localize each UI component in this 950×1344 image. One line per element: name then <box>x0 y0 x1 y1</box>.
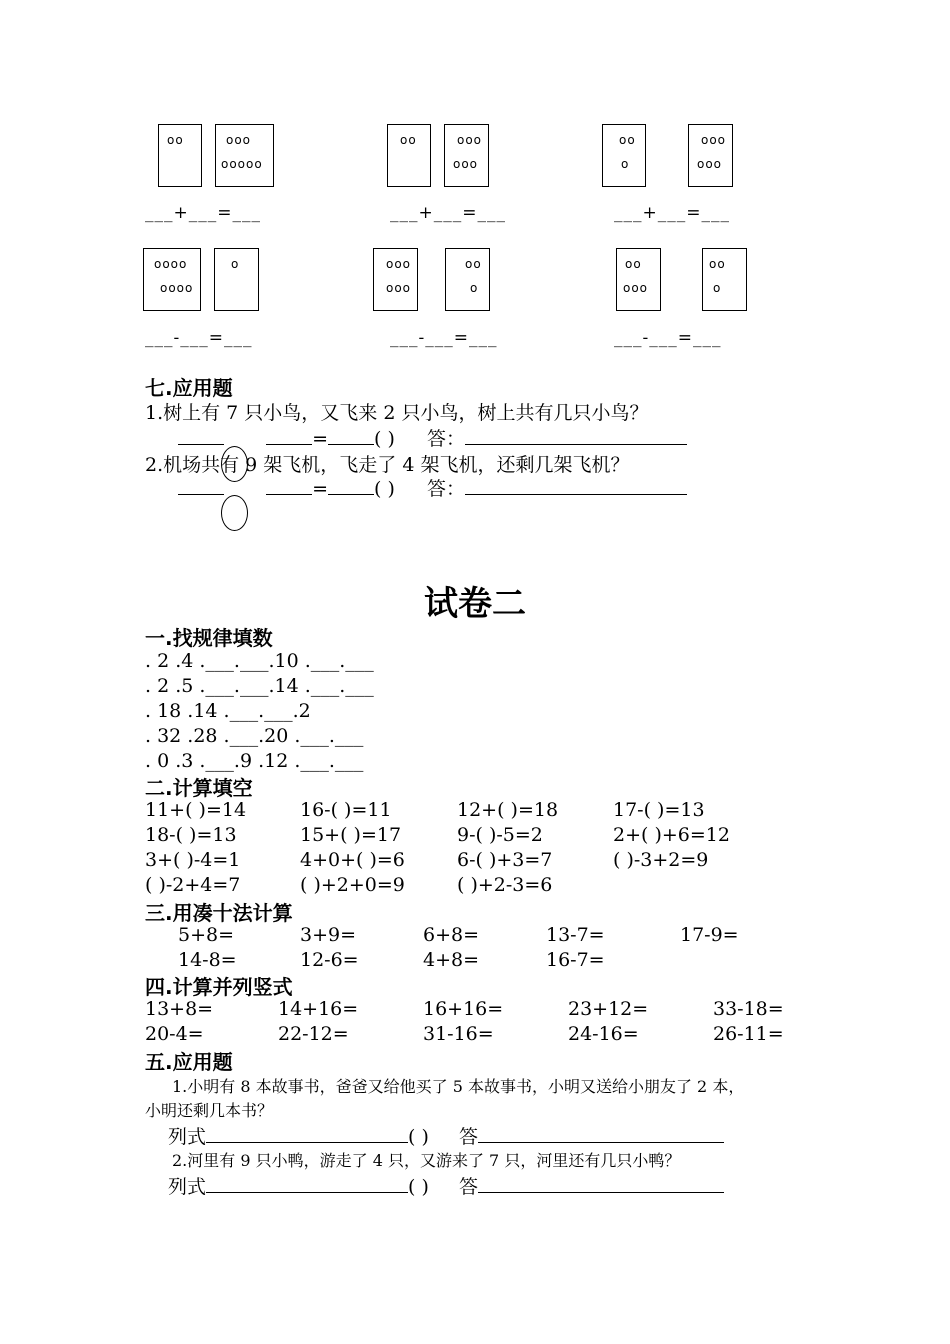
dot-row: oo <box>465 257 482 271</box>
answer-label: 答 <box>458 1176 478 1198</box>
dot-row: oo <box>400 133 417 147</box>
calc-item[interactable]: ( )+2-3=6 <box>457 874 553 896</box>
calc-item[interactable]: 5+8= <box>178 924 235 946</box>
calc-item[interactable]: 13+8= <box>145 998 214 1020</box>
answer-line-1 <box>178 424 687 451</box>
blank[interactable] <box>328 493 374 495</box>
blank[interactable] <box>178 443 224 445</box>
section-5-title: 五.应用题 <box>145 1050 233 1074</box>
dot-row: ooo <box>457 133 483 147</box>
calc-item[interactable]: 4+0+( )=6 <box>300 849 405 871</box>
dot-card <box>602 124 646 187</box>
blank[interactable] <box>266 443 312 445</box>
calc-item[interactable]: 16-7= <box>546 949 605 971</box>
unit-paren[interactable]: ( ) <box>408 1176 429 1198</box>
blank[interactable] <box>328 443 374 445</box>
calc-item[interactable]: 4+8= <box>423 949 480 971</box>
addition-blank[interactable]: ___+___=___ <box>145 203 261 223</box>
section-7-title: 七.应用题 <box>145 376 233 400</box>
calc-item[interactable]: 6-( )+3=7 <box>457 849 553 871</box>
calc-item[interactable]: 2+( )+6=12 <box>613 824 730 846</box>
addition-blank[interactable]: ___+___=___ <box>614 203 730 223</box>
dot-row: o <box>621 157 630 171</box>
calc-item[interactable]: 3+( )-4=1 <box>145 849 241 871</box>
answer-line-2 <box>178 474 687 501</box>
answer-label: 答 <box>458 1126 478 1148</box>
dot-card <box>143 248 201 311</box>
calc-item[interactable]: 6+8= <box>423 924 480 946</box>
calc-item[interactable]: 23+12= <box>568 998 649 1020</box>
calc-item[interactable]: 14+16= <box>278 998 359 1020</box>
unit-paren[interactable]: ( ) <box>408 1126 429 1148</box>
unit-paren[interactable]: ( ) <box>374 428 395 450</box>
pattern-row[interactable]: . 0 .3 .___.9 .12 .___.___ <box>145 750 364 772</box>
answer-blank[interactable] <box>465 493 687 495</box>
dot-row: oo <box>709 257 726 271</box>
answer-row-1 <box>168 1122 724 1149</box>
dot-row: ooo <box>623 281 649 295</box>
dot-row: oooo <box>160 281 194 295</box>
calc-item[interactable]: 24-16= <box>568 1023 639 1045</box>
dot-row: ooo <box>697 157 723 171</box>
dot-card <box>158 124 202 187</box>
question-2: 2.河里有 9 只小鸭，游走了 4 只，又游来了 7 只，河里还有几只小鸭？ <box>172 1151 681 1170</box>
dot-row: ooooo <box>221 157 263 171</box>
calc-item[interactable]: 15+( )=17 <box>300 824 402 846</box>
formula-blank[interactable] <box>206 1141 408 1143</box>
dot-row: oo <box>167 133 184 147</box>
question-1-part-2: 小明还剩几本书？ <box>145 1101 274 1120</box>
dot-card <box>616 248 661 311</box>
addition-blank[interactable]: ___+___=___ <box>390 203 506 223</box>
dot-row: o <box>713 281 722 295</box>
calc-item[interactable]: ( )-2+4=7 <box>145 874 241 896</box>
equal-sign: = <box>312 428 329 450</box>
answer-label: 答： <box>426 478 465 500</box>
dot-row: oooo <box>154 257 188 271</box>
answer-blank[interactable] <box>478 1191 724 1193</box>
dot-card <box>387 124 431 187</box>
dot-card <box>445 248 490 311</box>
dot-card <box>688 124 733 187</box>
operator-circle[interactable] <box>221 495 248 531</box>
answer-blank[interactable] <box>465 443 687 445</box>
blank[interactable] <box>178 493 224 495</box>
calc-item[interactable]: ( )+2+0=9 <box>300 874 405 896</box>
calc-item[interactable]: 16-( )=11 <box>300 799 392 821</box>
calc-item[interactable]: 12-6= <box>300 949 359 971</box>
dot-card <box>444 124 489 187</box>
calc-item[interactable]: 3+9= <box>300 924 357 946</box>
dot-row: oo <box>625 257 642 271</box>
calc-item[interactable]: 16+16= <box>423 998 504 1020</box>
dot-card <box>215 124 274 187</box>
exam-title: 试卷二 <box>424 584 526 624</box>
dot-card <box>702 248 747 311</box>
subtraction-blank[interactable]: ___-___=___ <box>145 328 253 348</box>
section-1-title: 一.找规律填数 <box>145 626 273 650</box>
subtraction-blank[interactable]: ___-___=___ <box>390 328 498 348</box>
dot-row: oo <box>619 133 636 147</box>
question-1: 1.树上有 7 只小鸟，又飞来 2 只小鸟，树上共有几只小鸟？ <box>145 402 649 424</box>
answer-label: 答： <box>426 428 465 450</box>
calc-item[interactable]: 17-9= <box>680 924 739 946</box>
calc-item[interactable]: 20-4= <box>145 1023 204 1045</box>
calc-item[interactable]: 33-18= <box>713 998 784 1020</box>
answer-blank[interactable] <box>478 1141 724 1143</box>
dot-row: ooo <box>386 257 412 271</box>
dot-row: ooo <box>453 157 479 171</box>
formula-label: 列式 <box>168 1176 207 1198</box>
calc-item[interactable]: 26-11= <box>713 1023 784 1045</box>
dot-row: ooo <box>701 133 727 147</box>
calc-item[interactable]: 13-7= <box>546 924 605 946</box>
calc-item[interactable]: 9-( )-5=2 <box>457 824 543 846</box>
section-2-title: 二.计算填空 <box>145 776 253 800</box>
unit-paren[interactable]: ( ) <box>374 478 395 500</box>
calc-item[interactable]: 17-( )=13 <box>613 799 705 821</box>
calc-item[interactable]: 12+( )=18 <box>457 799 559 821</box>
dot-row: o <box>231 257 240 271</box>
formula-label: 列式 <box>168 1126 207 1148</box>
calc-item[interactable]: 22-12= <box>278 1023 349 1045</box>
dot-card <box>373 248 418 311</box>
question-2: 2.机场共有 9 架飞机，飞走了 4 架飞机，还剩几架飞机？ <box>145 454 630 476</box>
section-4-title: 四.计算并列竖式 <box>145 975 293 999</box>
answer-row-2 <box>168 1172 724 1199</box>
equal-sign: = <box>312 478 329 500</box>
subtraction-blank[interactable]: ___-___=___ <box>614 328 722 348</box>
calc-item[interactable]: 11+( )=14 <box>145 799 247 821</box>
dot-row: ooo <box>226 133 252 147</box>
question-1-part-1: 1.小明有 8 本故事书，爸爸又给他买了 5 本故事书，小明又送给小朋友了 2 本， <box>172 1077 745 1096</box>
dot-row: ooo <box>386 281 412 295</box>
calc-item[interactable]: ( )-3+2=9 <box>613 849 709 871</box>
calc-item[interactable]: 18-( )=13 <box>145 824 237 846</box>
calc-item[interactable]: 14-8= <box>178 949 237 971</box>
dot-card <box>214 248 259 311</box>
blank[interactable] <box>266 493 312 495</box>
formula-blank[interactable] <box>206 1191 408 1193</box>
pattern-row[interactable]: . 32 .28 .___.20 .___.___ <box>145 725 364 747</box>
pattern-row[interactable]: . 2 .5 .___.___.14 .___.___ <box>145 675 374 697</box>
pattern-row[interactable]: . 2 .4 .___.___.10 .___.___ <box>145 650 374 672</box>
calc-item[interactable]: 31-16= <box>423 1023 494 1045</box>
dot-row: o <box>470 281 479 295</box>
section-3-title: 三.用凑十法计算 <box>145 901 293 925</box>
pattern-row[interactable]: . 18 .14 .___.___.2 <box>145 700 311 722</box>
